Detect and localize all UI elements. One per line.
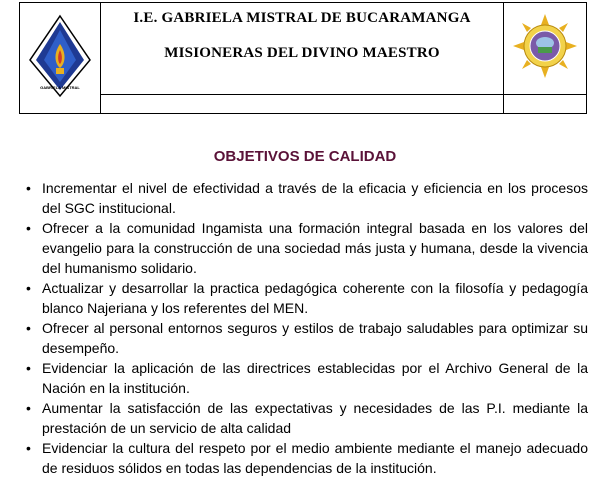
list-item xyxy=(20,358,588,398)
school-crest-icon xyxy=(28,14,92,98)
bullet-icon: • xyxy=(26,320,31,336)
objective-text: Actualizar y desarrollar la practica pedagógica coherente con la filosofía y pedagogía blanco Najeriana y los referentes del MEN. xyxy=(42,280,588,316)
objective-text: Evidenciar la cultura del respeto por el medio ambiente mediante el manejo adecuado de residuos sólidos en todas las dependencias de la institución. xyxy=(42,440,588,476)
list-item xyxy=(20,218,588,278)
right-logo-cell xyxy=(504,3,587,95)
list-item xyxy=(20,178,588,218)
institution-seal-icon xyxy=(512,13,578,79)
list-item xyxy=(20,438,588,478)
bullet-icon: • xyxy=(26,220,31,236)
objective-text: Incrementar el nivel de efectividad a través de la eficacia y eficiencia en los procesos del SGC institucional. xyxy=(42,180,588,216)
congregation-name: MISIONERAS DEL DIVINO MAESTRO xyxy=(164,45,440,61)
crest-lettering: GABRIELA MISTRAL xyxy=(40,84,80,90)
objective-text: Evidenciar la aplicación de las directrices establecidas por el Archivo General de la Nación en la institución. xyxy=(42,360,588,396)
bullet-icon: • xyxy=(26,440,31,456)
bullet-icon: • xyxy=(26,280,31,296)
school-name: I.E. GABRIELA MISTRAL DE BUCARAMANGA xyxy=(133,10,471,26)
school-title-cell xyxy=(101,3,504,95)
list-item xyxy=(20,278,588,318)
bullet-icon: • xyxy=(26,400,31,416)
list-item xyxy=(20,318,588,358)
header-empty-cell xyxy=(101,95,504,114)
bullet-icon: • xyxy=(26,180,31,196)
bullet-icon: • xyxy=(26,360,31,376)
left-logo-cell xyxy=(20,3,101,114)
header-empty-cell-right xyxy=(504,95,587,114)
objective-text: Ofrecer al personal entornos seguros y estilos de trabajo saludables para optimizar su desempeño. xyxy=(42,320,588,356)
document-title: OBJETIVOS DE CALIDAD xyxy=(213,148,397,165)
objective-text: Ofrecer a la comunidad Ingamista una formación integral basada en los valores del evangelio para la construcción de una sociedad más justa y humana, desde la vivencia del humanismo solidario. xyxy=(42,220,588,276)
objectives-list xyxy=(20,178,588,478)
document-header xyxy=(19,2,587,114)
objective-text: Aumentar la satisfacción de las expectativas y necesidades de las P.I. mediante la prestación de un servicio de alta calidad xyxy=(42,400,588,436)
list-item xyxy=(20,398,588,438)
